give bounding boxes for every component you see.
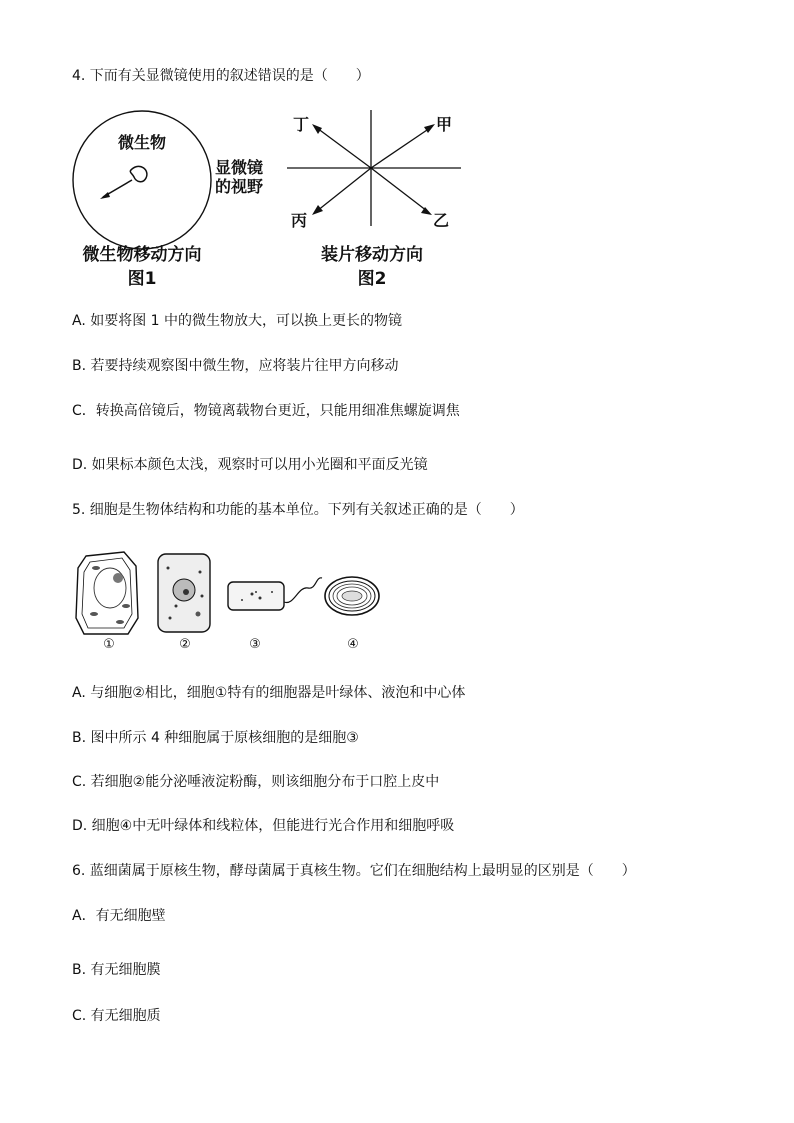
plant-cell — [76, 552, 138, 634]
organism-label: 微生物 — [117, 133, 167, 152]
animal-cell — [158, 554, 210, 632]
q6-stem: 6. 蓝细菌属于原核生物，酵母菌属于真核生物。它们在细胞结构上最明显的区别是（ ） — [72, 863, 636, 879]
figure-2-slide-directions — [285, 108, 465, 233]
label-yi: 乙 — [433, 211, 450, 230]
q6-option-b: B. 有无细胞膜 — [72, 962, 161, 978]
figure-1-microscope-view — [70, 108, 285, 258]
q5-option-a: A. 与细胞②相比，细胞①特有的细胞器是叶绿体、液泡和中心体 — [72, 685, 466, 701]
cell-label-3: ③ — [249, 637, 261, 652]
label-ding: 丁 — [293, 115, 310, 134]
cyanobacterium-cell — [325, 577, 379, 615]
q4-option-d: D. 如果标本颜色太浅，观察时可以用小光圈和平面反光镜 — [72, 457, 428, 473]
cell-label-2: ② — [179, 637, 191, 652]
arrow-jia — [371, 128, 430, 168]
field-of-view-circle — [73, 111, 211, 249]
q5-option-d: D. 细胞④中无叶绿体和线粒体，但能进行光合作用和细胞呼吸 — [72, 818, 455, 834]
figure-2-caption: 装片移动方向 — [321, 245, 423, 265]
q4-option-a: A. 如要将图 1 中的微生物放大，可以换上更长的物镜 — [72, 313, 403, 329]
arrow-ding — [317, 128, 371, 168]
q5-stem: 5. 细胞是生物体结构和功能的基本单位。下列有关叙述正确的是（ ） — [72, 502, 524, 518]
figure-2-number: 图2 — [357, 269, 387, 289]
q4-option-b: B. 若要持续观察图中微生物，应将装片往甲方向移动 — [72, 358, 399, 374]
figure-1-number: 图1 — [127, 269, 157, 289]
arrow-yi — [371, 168, 427, 211]
cell-label-1: ① — [103, 637, 115, 652]
label-bing: 丙 — [291, 211, 308, 230]
q5-option-b: B. 图中所示 4 种细胞属于原核细胞的是细胞③ — [72, 730, 359, 746]
q4-option-c: C．转换高倍镜后，物镜离载物台更近，只能用细准焦螺旋调焦 — [72, 403, 460, 419]
organism-shape — [130, 166, 147, 181]
cell-label-4: ④ — [347, 637, 359, 652]
figure-1-caption: 微生物移动方向 — [82, 245, 202, 265]
label-jia: 甲 — [436, 115, 453, 134]
q5-option-c: C. 若细胞②能分泌唾液淀粉酶，则该细胞分布于口腔上皮中 — [72, 774, 440, 790]
view-label-2: 的视野 — [215, 177, 264, 196]
bacterial-cell — [228, 578, 322, 610]
arrow-bing — [317, 168, 371, 211]
figure-cells — [72, 548, 392, 638]
q4-stem: 4. 下而有关显微镜使用的叙述错误的是（ ） — [72, 68, 370, 84]
view-label-1: 显微镜 — [215, 158, 264, 177]
q6-option-c: C. 有无细胞质 — [72, 1008, 161, 1024]
q6-option-a: A．有无细胞壁 — [72, 908, 166, 924]
